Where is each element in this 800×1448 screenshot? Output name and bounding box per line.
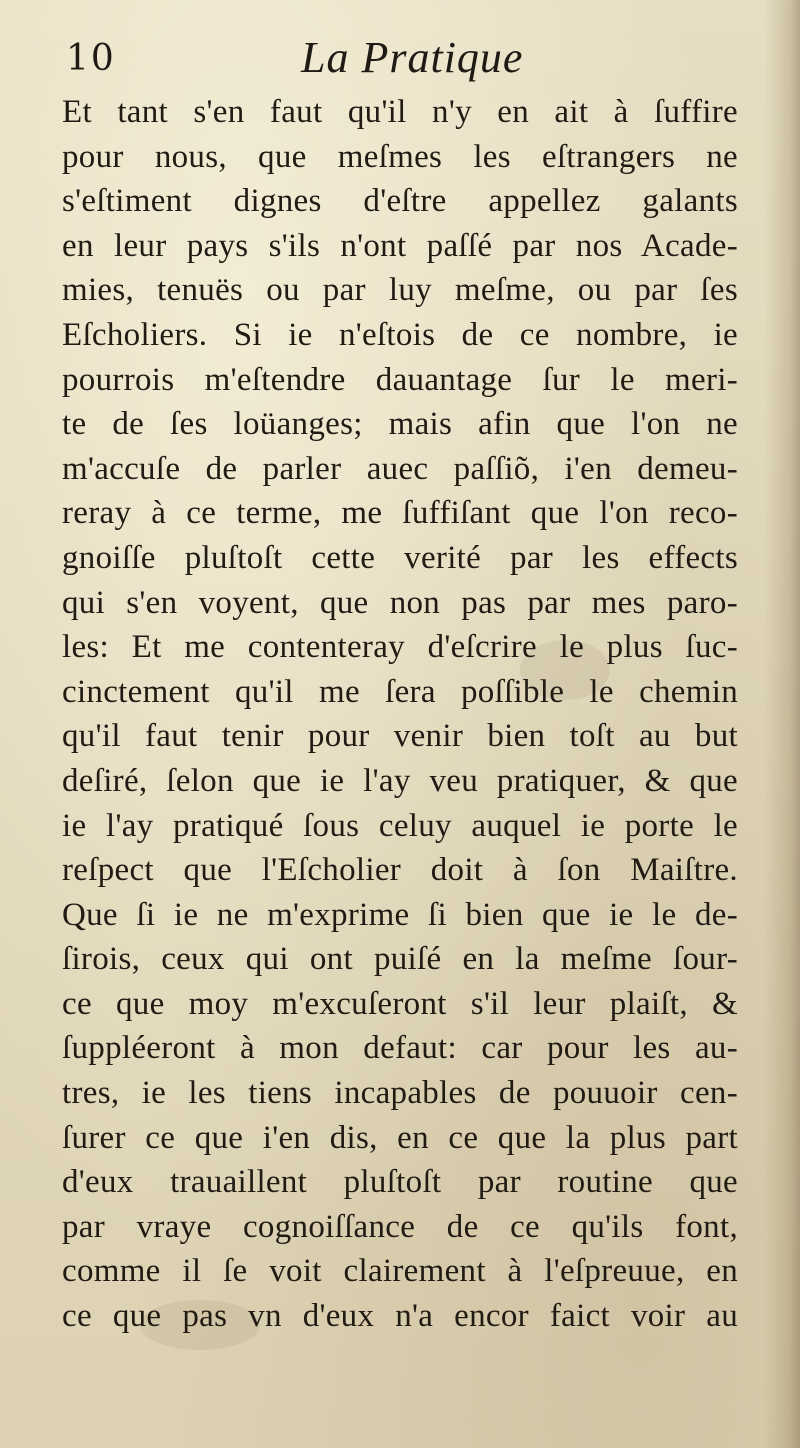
text-line: ſurer ce que i'en dis, en ce que la plus part: [62, 1119, 738, 1156]
text-line: d'eux trauaillent pluſtoſt par routine que: [62, 1164, 738, 1201]
text-line: Eſcholiers. Si ie n'eſtois de ce nombre, ie: [62, 316, 738, 353]
text-line: qu'il faut tenir pour venir bien toſt au but: [62, 718, 738, 755]
text-line: pour nous, que meſmes les eſtrangers ne: [62, 138, 738, 175]
text-line: te de ſes loüanges; mais afin que l'on ne: [62, 406, 738, 443]
text-line: ie l'ay pratiqué ſous celuy auquel ie porte le: [62, 807, 738, 844]
text-line: gnoiſſe pluſtoſt cette verité par les effects: [62, 539, 738, 576]
text-line: qui s'en voyent, que non pas par mes paro-: [62, 584, 738, 621]
running-title: La Pratique: [301, 33, 524, 82]
page-header: [66, 32, 746, 88]
text-line: reſpect que l'Eſcholier doit à ſon Maiſtre.: [62, 852, 738, 889]
text-line: Que ſi ie ne m'exprime ſi bien que ie le de-: [62, 896, 738, 933]
text-line: les: Et me contenteray d'eſcrire le plus ſuc-: [62, 629, 738, 666]
text-line: comme il ſe voit clairement à l'eſpreuue, en: [62, 1253, 738, 1290]
text-line: pourrois m'eſtendre dauantage ſur le meri-: [62, 361, 738, 398]
text-line: ſuppléeront à mon defaut: car pour les au-: [62, 1030, 738, 1067]
text-line: cinctement qu'il me ſera poſſible le chemin: [62, 673, 738, 710]
text-line: ce que pas vn d'eux n'a encor faict voir au: [62, 1298, 738, 1335]
text-line: s'eſtiment dignes d'eſtre appellez galants: [62, 183, 738, 220]
text-line: ſirois, ceux qui ont puiſé en la meſme ſour-: [62, 941, 738, 978]
body-text: [62, 90, 738, 1339]
page-edge-shadow: [764, 0, 800, 1448]
text-line: Et tant s'en faut qu'il n'y en ait à ſuffire: [62, 94, 738, 130]
text-line: mies, tenuës ou par luy meſme, ou par ſes: [62, 272, 738, 309]
text-line: m'accuſe de parler auec paſſiõ, i'en demeu-: [62, 450, 738, 487]
text-line: en leur pays s'ils n'ont paſſé par nos Acade-: [62, 227, 738, 264]
text-line: ce que moy m'excuſeront s'il leur plaiſt, &: [62, 985, 738, 1022]
text-line: deſiré, ſelon que ie l'ay veu pratiquer, & que: [62, 762, 738, 799]
text-line: tres, ie les tiens incapables de pouuoir cen-: [62, 1075, 738, 1112]
text-line: par vraye cognoiſſance de ce qu'ils font,: [62, 1208, 738, 1245]
page-number: 10: [66, 38, 116, 79]
text-line: reray à ce terme, me ſuffiſant que l'on reco-: [62, 495, 738, 532]
